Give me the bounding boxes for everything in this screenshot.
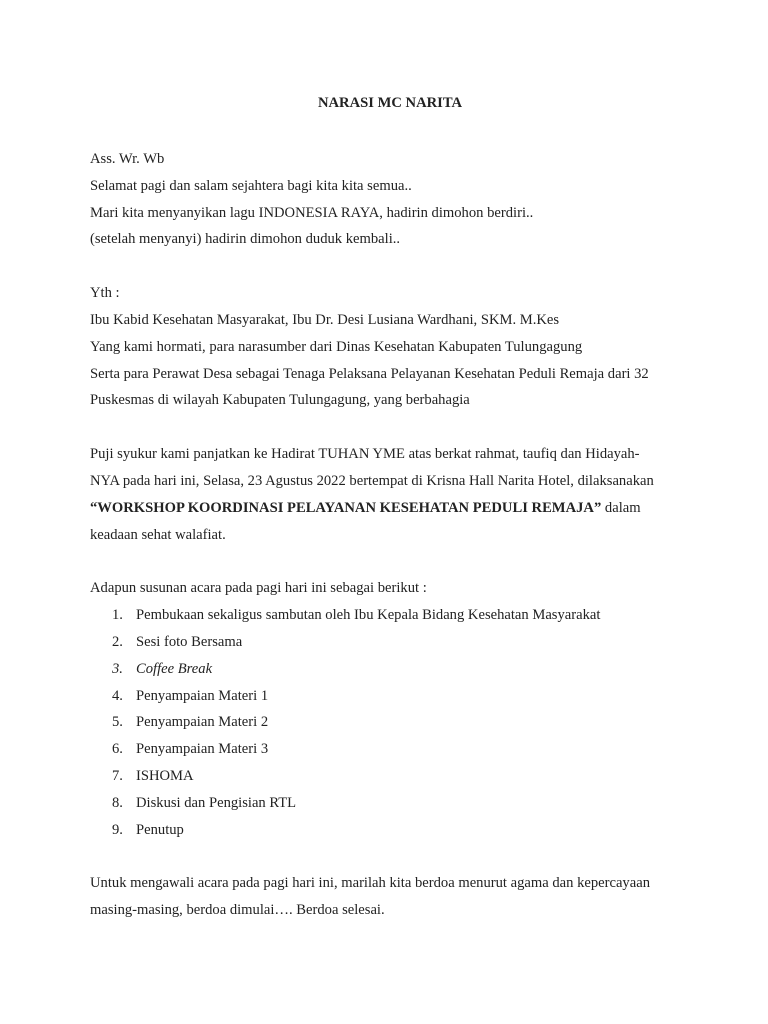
agenda-item [90, 656, 690, 683]
gratitude-text: dalam [601, 499, 641, 516]
opening-section [90, 146, 690, 253]
agenda-text: Coffee Break [136, 660, 213, 677]
spacer [90, 843, 690, 870]
agenda-text: Penyampaian Materi 3 [136, 741, 269, 758]
agenda-number: 2. [112, 633, 123, 650]
agenda-list [90, 602, 690, 843]
document-page [90, 92, 690, 924]
agenda-item [90, 602, 690, 629]
opening-line: (setelah menyanyi) hadirin dimohon duduk kembali.. [90, 231, 401, 248]
agenda-number: 5. [112, 714, 123, 731]
gratitude-line [90, 495, 690, 522]
greeting-line: Yth : [90, 285, 120, 302]
agenda-item [90, 629, 690, 656]
agenda-text: Pembukaan sekaligus sambutan oleh Ibu Kepala Bidang Kesehatan Masyarakat [136, 607, 601, 624]
agenda-text: Sesi foto Bersama [136, 633, 243, 650]
greeting-line: Puskesmas di wilayah Kabupaten Tulungagung, yang berbahagia [90, 392, 470, 409]
agenda-text: Penyampaian Materi 2 [136, 714, 269, 731]
opening-line: Ass. Wr. Wb [90, 151, 165, 167]
opening-line: Mari kita menyanyikan lagu INDONESIA RAYA, hadirin dimohon berdiri.. [90, 204, 534, 221]
agenda-text: Penutup [136, 821, 184, 838]
opening-line: Selamat pagi dan salam sejahtera bagi kita kita semua.. [90, 177, 412, 194]
agenda-number: 6. [112, 741, 123, 758]
spacer [90, 253, 690, 280]
agenda-number: 7. [112, 767, 123, 784]
agenda-item [90, 683, 690, 710]
agenda-text: Penyampaian Materi 1 [136, 687, 269, 704]
agenda-item [90, 709, 690, 736]
agenda-section [90, 575, 690, 843]
closing-paragraph [90, 870, 690, 924]
spacer [90, 548, 690, 575]
agenda-number: 3. [112, 660, 123, 677]
agenda-item [90, 763, 690, 790]
agenda-number: 8. [112, 794, 123, 811]
agenda-item [90, 790, 690, 817]
gratitude-line: keadaan sehat walafiat. [90, 526, 226, 543]
closing-line: Untuk mengawali acara pada pagi hari ini, marilah kita berdoa menurut agama dan kepercayaan [90, 875, 650, 892]
agenda-text: ISHOMA [136, 767, 194, 784]
greeting-line: Yang kami hormati, para narasumber dari Dinas Kesehatan Kabupaten Tulungagung [90, 338, 583, 355]
document-title: NARASI MC NARITA [317, 95, 463, 111]
greeting-section [90, 280, 690, 414]
workshop-title: “WORKSHOP KOORDINASI PELAYANAN KESEHATAN PEDULI REMAJA” [90, 499, 602, 516]
agenda-number: 4. [112, 687, 123, 704]
agenda-item [90, 736, 690, 763]
greeting-line: Ibu Kabid Kesehatan Masyarakat, Ibu Dr. Desi Lusiana Wardhani, SKM. M.Kes [90, 311, 560, 328]
agenda-number: 9. [112, 821, 123, 838]
agenda-intro: Adapun susunan acara pada pagi hari ini sebagai berikut : [90, 580, 427, 597]
spacer [90, 414, 690, 441]
closing-line: masing-masing, berdoa dimulai…. Berdoa selesai. [90, 902, 385, 919]
gratitude-line: Puji syukur kami panjatkan ke Hadirat TUHAN YME atas berkat rahmat, taufiq dan Hidayah- [90, 446, 640, 463]
greeting-line: Serta para Perawat Desa sebagai Tenaga Pelaksana Pelayanan Kesehatan Peduli Remaja dari 32 [90, 365, 649, 382]
gratitude-paragraph [90, 441, 690, 548]
agenda-number: 1. [112, 607, 123, 624]
agenda-item [90, 817, 690, 844]
gratitude-line: NYA pada hari ini, Selasa, 23 Agustus 2022 bertempat di Krisna Hall Narita Hotel, dilaksanakan [90, 472, 654, 489]
spacer [90, 114, 690, 146]
agenda-text: Diskusi dan Pengisian RTL [136, 794, 297, 811]
